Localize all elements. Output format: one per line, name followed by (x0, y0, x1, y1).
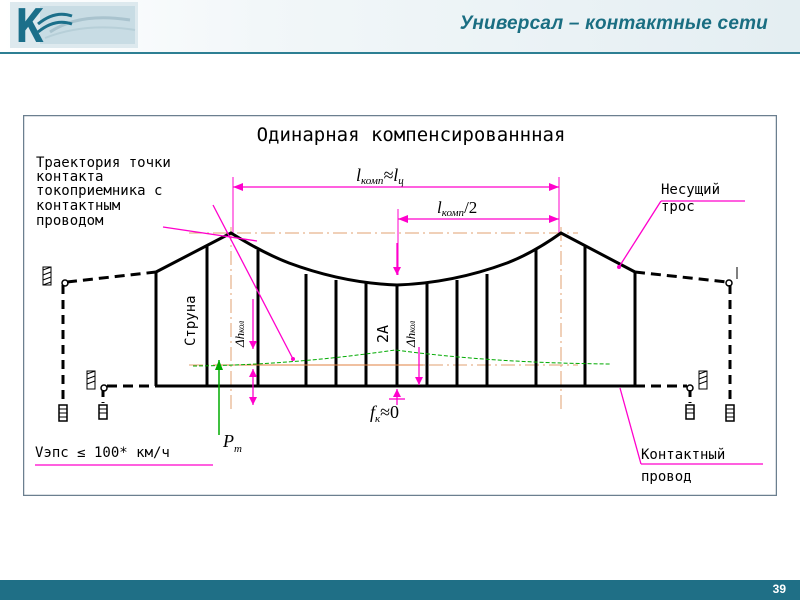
trajectory-label: Траектория точки контакта токоприемника с контактным проводом (36, 155, 171, 229)
sag-label: $f_к\approx 0$ (370, 402, 400, 425)
force-label: $P_т$ (223, 431, 242, 455)
header-divider (0, 52, 800, 54)
delta-h-right-label: Δhкол (403, 320, 418, 347)
span-label: lкомп≈lц (356, 165, 404, 187)
amplitude-label: 2A (374, 324, 392, 343)
company-logo (10, 2, 138, 48)
svg-text:К: К (16, 2, 44, 48)
contact-wire-label: Контактный провод (641, 447, 726, 485)
diagram-title: Одинарная компенсированнная (256, 124, 566, 146)
catenary-diagram (23, 115, 777, 496)
half-span-label: lкомп/2 (437, 198, 478, 219)
carrier-label: Несущий трос (661, 182, 721, 215)
diagram-frame (24, 116, 777, 496)
header-title: Универсал – контактные сети (459, 13, 768, 34)
page-number: 39 (772, 582, 786, 596)
footer-bar (0, 580, 800, 600)
delta-h-left-label: Δhкол (232, 320, 247, 347)
speed-label: Vэпс ≤ 100* км/ч (35, 445, 170, 461)
slide-header (0, 0, 800, 52)
dropper-label: Струна (183, 295, 199, 346)
